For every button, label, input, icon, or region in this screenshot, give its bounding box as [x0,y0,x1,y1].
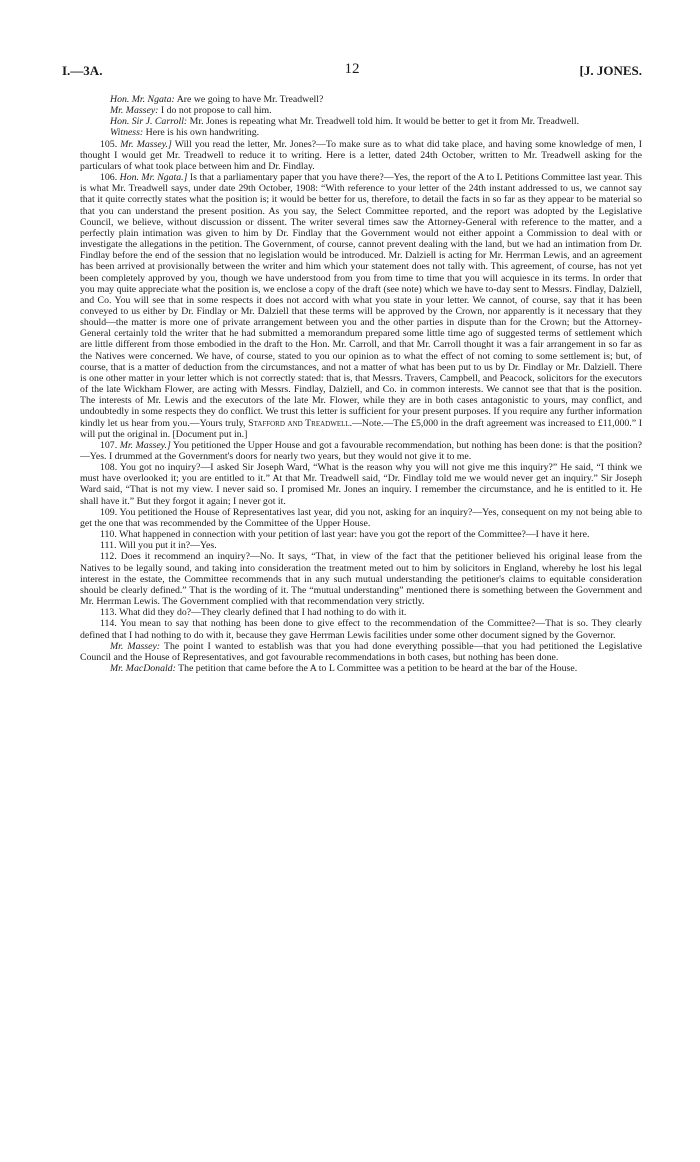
speaker: Hon. Mr. Ngata.] [119,172,188,184]
speaker: Hon. Sir J. Carroll: [110,116,188,128]
paragraph: 107. Mr. Massey.] You petitioned the Upper House and got a favourable recommendation, but nothing has been done: is that the position?—Yes. I drummed at the Government's doors for nearly two years, but they would not give it to me. [80,439,643,462]
question-number: 111. [100,540,117,552]
paragraph: Mr. MacDonald: The petition that came before the A to L Committee was a petition to be heard at the bar of the House. [110,662,578,674]
paragraph: 110. What happened in connection with your petition of last year: have you got the report of the Committee?—I have it here. [100,529,590,541]
speaker: Witness: [110,127,144,139]
paragraph: Hon. Sir J. Carroll: Mr. Jones is repeating what Mr. Treadwell told him. It would be better to get it from Mr. Treadwell. [110,116,580,128]
speaker: Mr. Massey.] [120,138,172,150]
question-number: 109. [100,506,118,518]
speaker: Hon. Mr. Ngata: [110,94,175,105]
question-number: 105. [100,138,118,150]
paragraph: Hon. Mr. Ngata: Are we going to have Mr. Treadwell? [110,94,324,105]
paragraph: 112. Does it recommend an inquiry?—No. It says, “That, in view of the fact that the petitioner believed his original lease from the Natives to be legally sound, and taking into consideration the treatment meted out to him by solicitors in England, whereby he lost his legal interest in the estate, the Committee recommends that in any such mutual understanding the petitioner's claims to equitable consideration should be clearly defined.” That is the wording of it. The “mutual understanding” mentioned there is something between the Government and Mr. Herrman Lewis. The Government complied with that recommendation very strictly. [80,551,642,608]
question-number: 112. [100,551,117,563]
speaker: Mr. Massey: [110,105,159,117]
speaker: Mr. MacDonald: [110,662,176,674]
question-number: 106. [100,172,118,184]
paragraph: 114. You mean to say that nothing has been done to give effect to the recommendation of the Committee?—That is so. They clearly defined that I had nothing to do with it, because they gave Herrman Lewis facilities under some other document signed by the Governor. [80,618,642,641]
paragraph: Witness: Here is his own handwriting. [110,127,260,139]
question-number: 113. [100,607,117,619]
paragraph: 113. What did they do?—They clearly defined that I had nothing to do with it. [100,607,407,619]
speaker: Mr. Massey: [110,640,161,652]
speaker: Mr. Massey.] [119,439,171,451]
question-number: 107. [100,439,118,451]
paragraph: 109. You petitioned the House of Representatives last year, did you not, asking for an inquiry?—Yes, consequent on my not being able to get the one that was recommended by the Committee of the Upper House. [80,506,642,529]
paragraph: Mr. Massey: The point I wanted to establish was that you had done everything possible—that you had petitioned the Legislative Council and the House of Representatives, and got favourable recommendations in both cases, but nothing has been done. [80,640,642,663]
witness-name: [J. JONES. [579,63,642,78]
paragraph: 108. You got no inquiry?—I asked Sir Joseph Ward, “What is the reason why you will not give me this inquiry?” He said, “I think we must have overlooked it; you are entitled to it.” At that Mr. Treadwell said, “Dr. Findlay told me we would never get an inquiry.” Sir Joseph Ward said, “That is not my view. I never said so. I promised Mr. Jones an inquiry. I remember the circumstance, and he is entitled to it. He shall have it.” But they forgot it again; I never got it. [80,462,643,507]
signature: Stafford and Treadwell [248,417,350,429]
paper-reference: I.—3A. [62,63,103,78]
paragraph: Mr. Massey: I do not propose to call him. [110,105,272,117]
question-number: 114. [100,618,117,630]
paragraph: 111. Will you put it in?—Yes. [100,540,217,552]
page-header [62,63,642,79]
question-number: 108. [100,462,118,474]
paragraph: 105. Mr. Massey.] Will you read the letter, Mr. Jones?—To make sure as to what did take place, and having some knowledge of men, I thought I would get Mr. Treadwell to reduce it to writing. Here is a letter, dated 24th October, written to Mr. Treadwell asking for the particulars of what took place between him and Dr. Findlay. [80,138,643,172]
page-number: 12 [344,61,360,77]
paragraph: 106. Hon. Mr. Ngata.] Is that a parliamentary paper that you have there?—Yes, the report of the A to L Petitions Committee last year. This is what Mr. Treadwell says, under date 29th October, 1908: “With reference to your letter of the 24th instant addressed to us, we cannot say that it quite correctly states what the position is; it would be better for us, therefore, to detail the facts in so far as they appear to be material so that you can understand the present position. As you say, the Select Committee reported, and the report was adopted by the Legislative Council, we believe, without discussion or dissent. The writer several times saw the Attorney-General with reference to the matter, and a perfectly plain intimation was given to him by Dr. Findlay that the Government would not either appoint a Commission to deal with or investigate the allegations in the petition. The Government, of course, cannot prevent dealing with the land, but we had an intimation from Dr. Findlay before the end of the session that no legislation would be introduced. Mr. Dalziell is acting for Mr. Herrman Lewis, and an agreement has been arrived at provisionally between the writer and him which your statement does not tally with. This agreement, of course, has not yet been completely approved by you, though we have understood from you from time to time that you will acquiesce in its terms. In order that you may quite appreciate what the position is, we enclose a copy of the draft (see note) which we have to-day sent to Messrs. Findlay, Dalziell, and Co. You will see that in some respects it does not accord with what you state in your letter. We cannot, of course, say that it has been conveyed to us either by Dr. Findlay or Mr. Dalziell that these terms will be approved by the Crown, nor apparently is it necessary that they should—the matter is more one of private arrangement between you and the other parties in dispute than for the Crown; but the Attorney-General certainly told the writer that he had submitted a memorandum prepared some little time ago of suggested terms of settlement which are little different from those embodied in the draft to the Hon. Mr. Carroll, and that Mr. Carroll thought it was a fair arrangement in so far as the Natives were concerned. We have, of course, stated to you our opinion as to what the effect of not coming to some settlement is; but, of course, that is a matter of deduction from the circumstances, and not a matter of what has been put to us by Dr. Findlay or Mr. Dalziell. There is one other matter in your letter which is not correctly stated: that is, that Messrs. Travers, Campbell, and Peacock, solicitors for the executors of the late Wickham Flower, are acting with Messrs. Findlay, Dalziell, and Co. in common interests. We cannot see that that is the position. The interests of Mr. Lewis and the executors of the late Mr. Flower, while they are in both cases antagonistic to yours, may conflict, and undoubtedly in some respects they do conflict. We trust this letter is sufficient for your present purposes. If you require any further information kindly let us hear from you.—Yours truly, Stafford and Treadwell.—Note.—The £5,000 in the draft agreement was increased to £11,000.” I will put the original in. [Document put in.] [80,172,642,440]
document-body [80,94,642,674]
question-number: 110. [100,529,117,541]
